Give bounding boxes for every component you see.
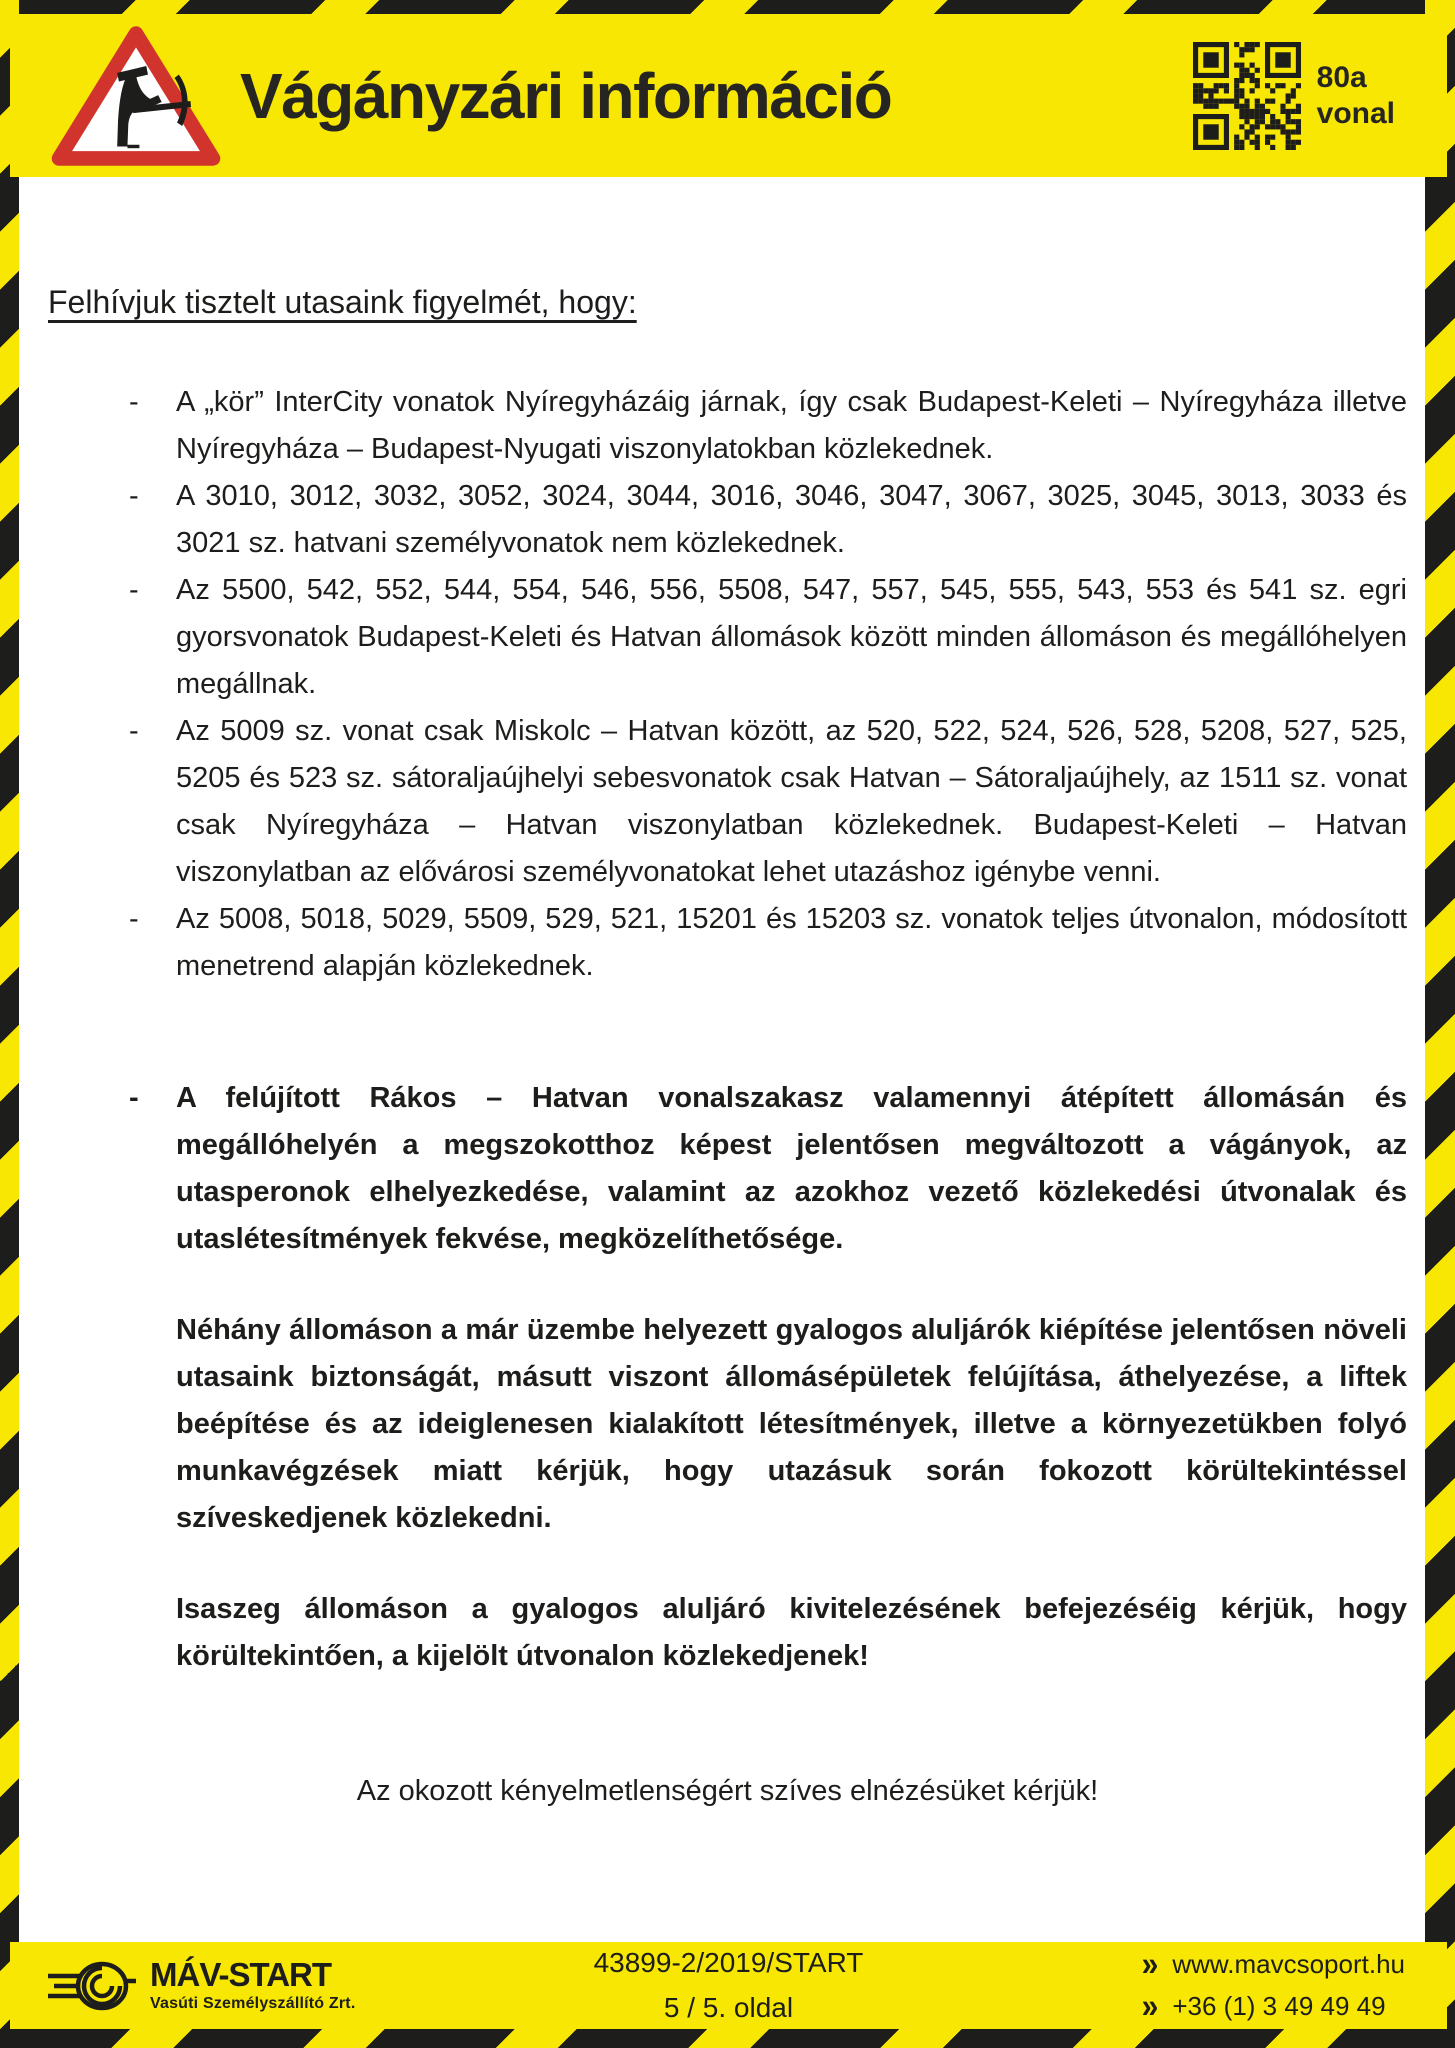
bullet-dash: -	[129, 715, 139, 748]
line-label: vonal	[1316, 96, 1395, 130]
list-item-text: Az 5500, 542, 552, 544, 554, 546, 556, 5508, 547, 557, 545, 555, 543, 553 és 541 sz. egri gyorsvonatok Budapest-Keleti és Hatvan állomások között minden állomáson és megállóhelyen megállnak.	[176, 574, 1407, 701]
hazard-stripe-right	[1425, 0, 1455, 2048]
qr-code	[1193, 42, 1301, 150]
chevron-icon: »	[1141, 1944, 1159, 1983]
website-label: www.mavcsoport.hu	[1172, 1949, 1405, 1979]
bullet-dash: -	[129, 574, 139, 607]
list-item-text: Az 5009 sz. vonat csak Miskolc – Hatvan között, az 520, 522, 524, 526, 528, 5208, 527, 525, 5205 és 523 sz. sátoraljaújhelyi sebesvonatok csak Hatvan – Sátoraljaújhely, az 1511 sz. vonat csak Nyíregyháza – Hatvan viszonylatban közlekednek. Budapest-Keleti – Hatvan viszonylatban az elővárosi személyvonatokat lehet utazáshoz igénybe venni.	[176, 715, 1407, 889]
page-title: Vágányzári információ	[240, 59, 892, 132]
bold-paragraph: Néhány állomáson a már üzembe helyezett gyalogos aluljárók kiépítése jelentősen növeli utasaink biztonságát, másutt viszont állomásépületek felújítása, áthelyezése, a liftek beépítése és az ideiglenesen kialakított létesítmények, illetve a környezetükben folyó munkavégzések miatt kérjük, hogy utazásuk során fokozott körültekintéssel szíveskedjenek közlekedni.	[176, 1314, 1407, 1535]
hazard-stripe-left	[0, 0, 19, 2048]
list-item	[129, 896, 1407, 990]
bullet-dash: -	[129, 903, 139, 936]
phone-link[interactable]	[1141, 1986, 1405, 2025]
mav-start-emblem	[44, 1956, 140, 2016]
document-number: 43899-2/2019/START	[593, 1947, 864, 1978]
hazard-stripe-bottom	[0, 2029, 1455, 2048]
bullet-dash: -	[129, 1082, 139, 1115]
header-band	[10, 14, 1447, 177]
phone-label: +36 (1) 3 49 49 49	[1172, 1991, 1386, 2021]
list-item	[129, 379, 1407, 473]
line-number: 80a	[1316, 60, 1367, 94]
bullet-dash: -	[129, 480, 139, 513]
logo-name: MÁV-START	[150, 1956, 332, 1993]
logo-text	[150, 1958, 355, 2013]
footer-band	[10, 1942, 1447, 2029]
hazard-stripe-top	[0, 0, 1455, 14]
footer-center	[594, 1947, 864, 2024]
list-item	[129, 473, 1407, 567]
bold-paragraph: Isaszeg állomáson a gyalogos aluljáró kivitelezésének befejezéséig kérjük, hogy körültekintően, a kijelölt útvonalon közlekedjenek!	[176, 1593, 1407, 1673]
header-right	[1193, 42, 1395, 150]
intro-heading: Felhívjuk tisztelt utasaink figyelmét, hogy:	[48, 284, 637, 320]
website-link[interactable]	[1141, 1944, 1405, 1983]
bold-notice-section	[48, 1075, 1407, 1680]
list-item-bold	[48, 1075, 1407, 1263]
footer-links	[1141, 1944, 1405, 2025]
list-item-text: A 3010, 3012, 3032, 3052, 3024, 3044, 3016, 3046, 3047, 3067, 3025, 3045, 3013, 3033 és 3021 sz. hatvani személyvonatok nem közlekednek.	[176, 480, 1407, 560]
bullet-list	[48, 379, 1407, 990]
notice-body	[19, 177, 1425, 1942]
logo-subtitle: Vasúti Személyszállító Zrt.	[150, 1995, 356, 2012]
chevron-icon: »	[1141, 1986, 1159, 2025]
closing-line: Az okozott kényelmetlenségért szíves elnézésüket kérjük!	[356, 1775, 1099, 1808]
list-item	[129, 708, 1407, 896]
list-item-text: Az 5008, 5018, 5029, 5509, 529, 521, 15201 és 15203 sz. vonatok teljes útvonalon, módosított menetrend alapján közlekednek.	[176, 903, 1407, 983]
list-item-text: A „kör” InterCity vonatok Nyíregyházáig járnak, így csak Budapest-Keleti – Nyíregyháza illetve Nyíregyháza – Budapest-Nyugati viszonylatokban közlekednek.	[176, 386, 1407, 466]
list-item	[129, 567, 1407, 708]
page-indicator: 5 / 5. oldal	[663, 1992, 794, 2023]
bold-lead-text: A felújított Rákos – Hatvan vonalszakasz valamennyi átépített állomásán és megállóhelyén a megszokotthoz képest jelentősen megváltozott a vágányok, az utasperonok elhelyezkedése, valamint az azokhoz vezető közlekedési útvonalak és utaslétesítmények fekvése, megközelíthetősége.	[176, 1082, 1407, 1256]
roadworks-warning-icon	[50, 25, 222, 167]
bullet-dash: -	[129, 386, 139, 419]
line-badge	[1317, 60, 1395, 132]
mav-start-logo	[44, 1956, 355, 2016]
